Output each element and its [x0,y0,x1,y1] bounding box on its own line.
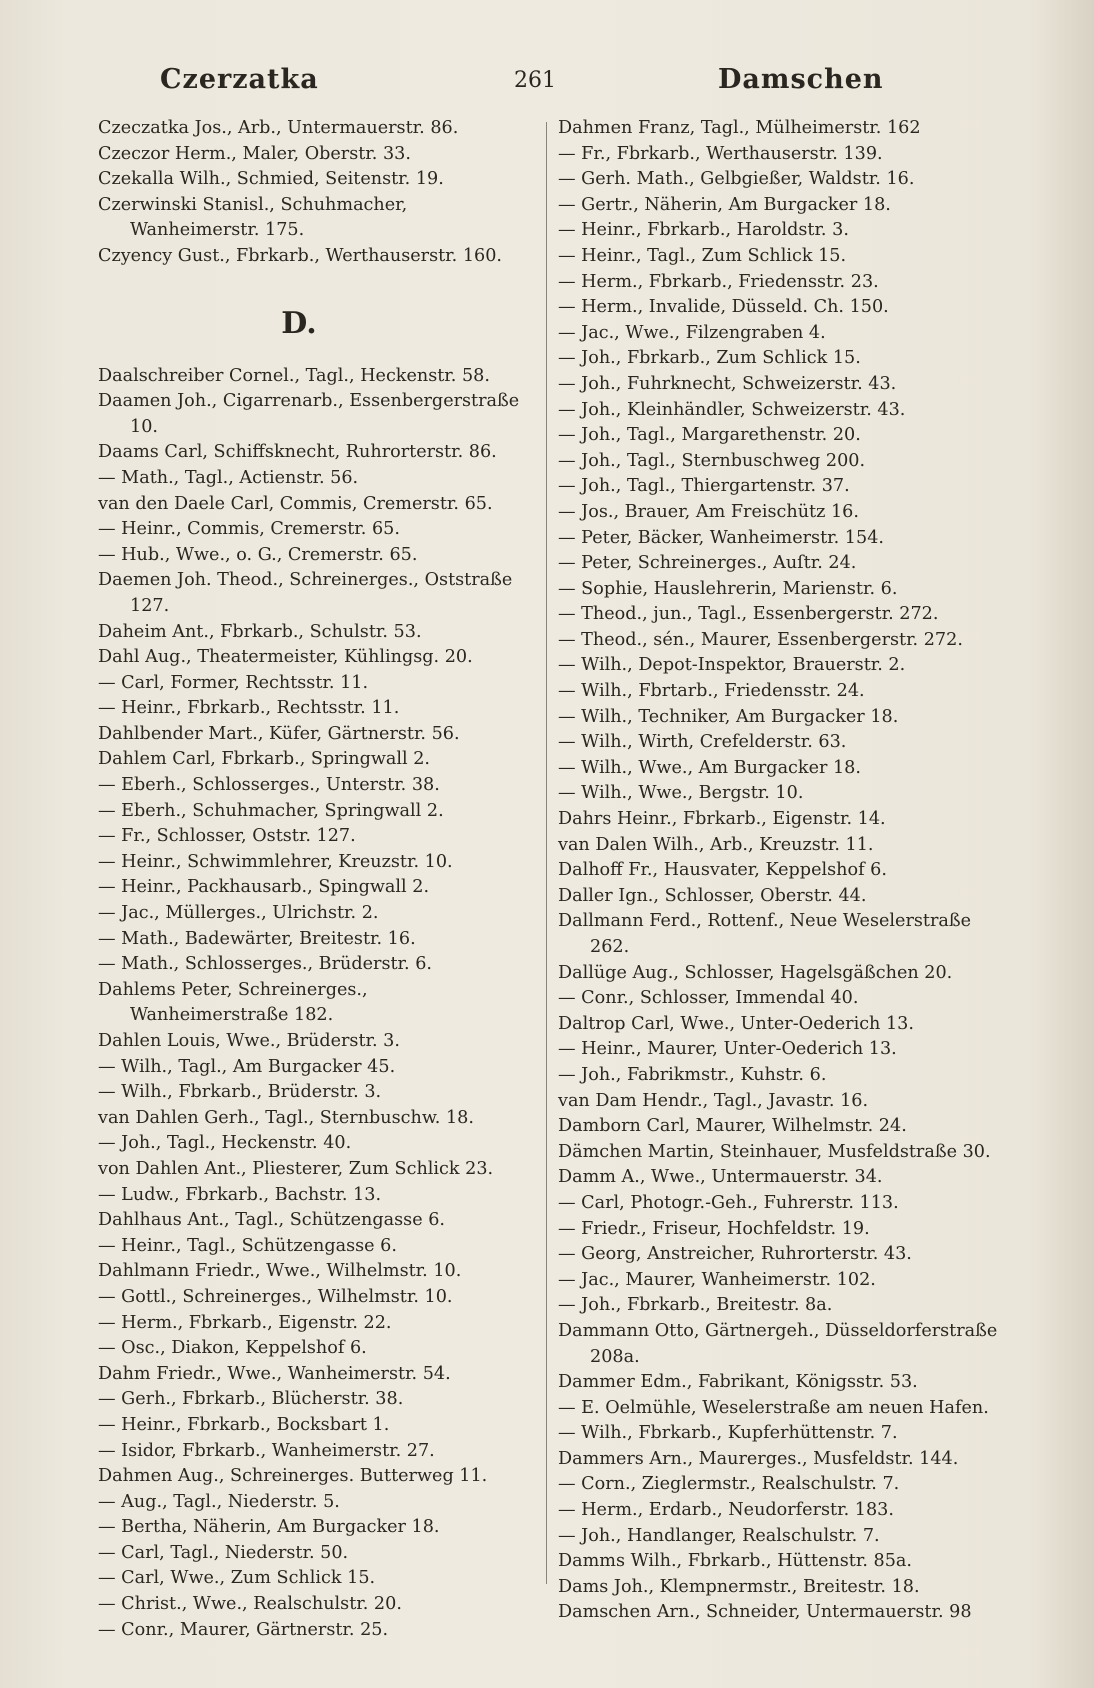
directory-entry: Czeczor Herm., Maler, Oberstr. 33. [98,143,411,164]
directory-entry: — Friedr., Friseur, Hochfeldstr. 19. [558,1218,870,1239]
directory-entry: van den Daele Carl, Commis, Cremerstr. 65. [98,493,493,514]
directory-entry: — Joh., Tagl., Margarethenstr. 20. [558,425,861,446]
directory-entry: — Heinr., Schwimmlehrer, Kreuzstr. 10. [98,851,453,872]
running-header [0,62,1094,102]
directory-entry: — Bertha, Näherin, Am Burgacker 18. [98,1517,440,1538]
directory-entry: — Heinr., Fbrkarb., Rechtsstr. 11. [98,698,400,719]
directory-entry: — Wilh., Wirth, Crefelderstr. 63. [558,732,847,753]
directory-entry: Daemen Joh. Theod., Schreinerges., Oststraße 127. [98,570,513,616]
directory-entry: — Jac., Müllerges., Ulrichstr. 2. [98,903,379,924]
directory-entry: — Herm., Fbrkarb., Friedensstr. 23. [558,271,879,292]
directory-entry: Czeczatka Jos., Arb., Untermauerstr. 86. [98,118,459,138]
directory-entry: — Theod., jun., Tagl., Essenbergerstr. 272. [558,604,939,625]
directory-entry: — Joh., Tagl., Sternbuschweg 200. [558,450,866,471]
header-right-word: Damschen [718,64,884,95]
directory-entry: — Wilh., Techniker, Am Burgacker 18. [558,706,899,727]
directory-entry: Czyency Gust., Fbrkarb., Werthauserstr. 160. [98,245,503,266]
directory-entry: Dahlems Peter, Schreinerges., Wanheimerstraße 182. [98,979,368,1026]
directory-entry: van Dam Hendr., Tagl., Javastr. 16. [558,1090,869,1111]
directory-entry: Dahm Friedr., Wwe., Wanheimerstr. 54. [98,1363,451,1384]
directory-entry: Dammers Arn., Maurerges., Musfeldstr. 144. [558,1448,959,1469]
directory-entry: — Carl, Wwe., Zum Schlick 15. [98,1568,376,1589]
directory-entry: — Joh., Tagl., Heckenstr. 40. [98,1133,352,1154]
directory-entry: — Herm., Fbrkarb., Eigenstr. 22. [98,1312,392,1333]
directory-entry: — Heinr., Packhausarb., Spingwall 2. [98,877,430,898]
directory-entry: — Isidor, Fbrkarb., Wanheimerstr. 27. [98,1440,435,1461]
directory-entry: — Herm., Erdarb., Neudorferstr. 183. [558,1500,894,1521]
directory-entry: Damborn Carl, Maurer, Wilhelmstr. 24. [558,1116,907,1137]
directory-entry: Daller Ign., Schlosser, Oberstr. 44. [558,885,867,906]
directory-entry: — Ludw., Fbrkarb., Bachstr. 13. [98,1184,382,1205]
directory-entry: Dahl Aug., Theatermeister, Kühlingsg. 20. [98,647,473,668]
directory-entry: Dalhoff Fr., Hausvater, Keppelshof 6. [558,860,887,881]
directory-entry: — Corn., Zieglermstr., Realschulstr. 7. [558,1474,900,1495]
directory-entry: Damms Wilh., Fbrkarb., Hüttenstr. 85a. [558,1551,912,1572]
directory-entry: — Math., Tagl., Actienstr. 56. [98,467,359,488]
directory-entry: — Sophie, Hauslehrerin, Marienstr. 6. [558,578,898,599]
directory-entry: Dahlhaus Ant., Tagl., Schützengasse 6. [98,1210,445,1231]
directory-entry: — Jac., Wwe., Filzengraben 4. [558,322,826,343]
page-number: 261 [514,68,556,93]
column-divider [546,122,547,1584]
directory-entry: — Eberh., Schlosserges., Unterstr. 38. [98,775,440,796]
directory-entry: — Heinr., Fbrkarb., Haroldstr. 3. [558,220,849,241]
directory-entry: — Math., Badewärter, Breitestr. 16. [98,928,416,949]
directory-entry: Dahlem Carl, Fbrkarb., Springwall 2. [98,749,431,770]
directory-entry: Damm A., Wwe., Untermauerstr. 34. [558,1167,883,1188]
directory-entry: — Joh., Fbrkarb., Zum Schlick 15. [558,348,861,369]
directory-entry: — Heinr., Tagl., Schützengasse 6. [98,1235,397,1256]
directory-entry: — Fr., Schlosser, Oststr. 127. [98,826,356,847]
directory-entry: — Christ., Wwe., Realschulstr. 20. [98,1594,402,1615]
directory-entry: — Gerh., Fbrkarb., Blücherstr. 38. [98,1389,404,1410]
directory-entry: — Wilh., Tagl., Am Burgacker 45. [98,1056,396,1077]
directory-entry: van Dalen Wilh., Arb., Kreuzstr. 11. [558,834,874,855]
directory-entry: — Heinr., Maurer, Unter-Oederich 13. [558,1039,897,1060]
directory-entry: — E. Oelmühle, Weselerstraße am neuen Hafen. [558,1397,989,1418]
directory-entry: — Wilh., Fbrkarb., Kupferhüttenstr. 7. [558,1423,898,1444]
directory-entry: — Wilh., Fbrtarb., Friedensstr. 24. [558,681,865,702]
directory-entry: Damschen Arn., Schneider, Untermauerstr. 98 [558,1602,972,1623]
header-left-word: Czerzatka [160,64,319,95]
directory-entry: Dallmann Ferd., Rottenf., Neue Weselerstraße 262. [558,911,972,957]
directory-entry: van Dahlen Gerh., Tagl., Sternbuschw. 18. [98,1107,474,1128]
directory-entry: Czerwinski Stanisl., Schuhmacher, Wanheimerstr. 175. [98,194,408,241]
directory-entry: Daltrop Carl, Wwe., Unter-Oederich 13. [558,1013,914,1034]
directory-entry: Daheim Ant., Fbrkarb., Schulstr. 53. [98,621,422,642]
directory-entry: — Herm., Invalide, Düsseld. Ch. 150. [558,297,889,318]
directory-entry: — Heinr., Tagl., Zum Schlick 15. [558,245,847,266]
directory-entry: — Joh., Fuhrknecht, Schweizerstr. 43. [558,373,897,394]
directory-entry: Dahmen Aug., Schreinerges. Butterweg 11. [98,1466,488,1487]
directory-entry: Dahrs Heinr., Fbrkarb., Eigenstr. 14. [558,809,886,830]
directory-entry: — Peter, Bäcker, Wanheimerstr. 154. [558,527,884,548]
directory-entry: — Gertr., Näherin, Am Burgacker 18. [558,194,891,215]
left-column-entries-after [98,364,530,1644]
directory-entry: — Wilh., Fbrkarb., Brüderstr. 3. [98,1082,382,1103]
left-column [98,116,530,1643]
directory-entry: — Joh., Kleinhändler, Schweizerstr. 43. [558,399,906,420]
directory-entry: — Math., Schlosserges., Brüderstr. 6. [98,954,432,975]
directory-entry: Dammer Edm., Fabrikant, Königsstr. 53. [558,1372,918,1393]
directory-entry: Daamen Joh., Cigarrenarb., Essenbergerstraße 10. [98,391,520,437]
directory-entry: Dahlen Louis, Wwe., Brüderstr. 3. [98,1031,400,1051]
directory-entry: Dämchen Martin, Steinhauer, Musfeldstraße 30. [558,1141,991,1162]
directory-entry: Dahmen Franz, Tagl., Mülheimerstr. 162 [558,118,921,138]
directory-entry: — Hub., Wwe., o. G., Cremerstr. 65. [98,544,418,565]
right-column-entries [558,116,1008,1626]
directory-entry: — Peter, Schreinerges., Auſtr. 24. [558,553,857,574]
directory-entry: — Joh., Tagl., Thiergartenstr. 37. [558,476,850,497]
directory-entry: — Conr., Maurer, Gärtnerstr. 25. [98,1619,389,1640]
directory-entry: — Theod., sén., Maurer, Essenbergerstr. 272. [558,629,963,650]
directory-entry: — Gerh. Math., Gelbgießer, Waldstr. 16. [558,169,915,190]
directory-entry: — Carl, Tagl., Niederstr. 50. [98,1542,349,1563]
directory-entry: — Conr., Schlosser, Immendal 40. [558,988,859,1009]
directory-entry: Dammann Otto, Gärtnergeh., Düsseldorferstraße 208a. [558,1320,998,1367]
directory-entry: — Wilh., Depot-Inspektor, Brauerstr. 2. [558,655,906,676]
directory-entry: — Eberh., Schuhmacher, Springwall 2. [98,800,444,821]
directory-entry: — Wilh., Wwe., Am Burgacker 18. [558,757,861,778]
directory-entry: — Joh., Fabrikmstr., Kuhstr. 6. [558,1064,827,1085]
directory-entry: Daalschreiber Cornel., Tagl., Heckenstr. 58. [98,365,490,386]
directory-entry: — Carl, Photogr.-Geh., Fuhrerstr. 113. [558,1192,899,1213]
directory-entry: Dallüge Aug., Schlosser, Hagelsgäßchen 20. [558,962,953,983]
directory-entry: Daams Carl, Schiffsknecht, Ruhrorterstr. 86. [98,442,497,463]
directory-entry: — Fr., Fbrkarb., Werthauserstr. 139. [558,143,883,164]
directory-entry: — Gottl., Schreinerges., Wilhelmstr. 10. [98,1286,453,1307]
directory-entry: — Joh., Handlanger, Realschulstr. 7. [558,1525,880,1546]
directory-entry: — Aug., Tagl., Niederstr. 5. [98,1491,340,1512]
directory-entry: — Jac., Maurer, Wanheimerstr. 102. [558,1269,876,1290]
directory-entry: — Heinr., Commis, Cremerstr. 65. [98,519,400,540]
directory-entry: Dams Joh., Klempnermstr., Breitestr. 18. [558,1576,920,1597]
directory-entry: — Carl, Former, Rechtsstr. 11. [98,672,369,693]
directory-entry: — Heinr., Fbrkarb., Bocksbart 1. [98,1414,390,1435]
directory-entry: Dahlmann Friedr., Wwe., Wilhelmstr. 10. [98,1261,462,1282]
directory-entry: Dahlbender Mart., Küfer, Gärtnerstr. 56. [98,723,460,744]
directory-entry: — Georg, Anstreicher, Ruhrorterstr. 43. [558,1244,912,1265]
right-column [558,116,1008,1626]
directory-entry: — Joh., Fbrkarb., Breitestr. 8a. [558,1295,833,1316]
left-column-entries-before [98,116,530,270]
directory-entry: — Jos., Brauer, Am Freischütz 16. [558,501,859,522]
section-letter: D. [281,305,317,341]
directory-entry: — Osc., Diakon, Keppelshof 6. [98,1338,367,1359]
directory-entry: von Dahlen Ant., Pliesterer, Zum Schlick 23. [98,1158,494,1179]
directory-entry: — Wilh., Wwe., Bergstr. 10. [558,783,804,804]
directory-entry: Czekalla Wilh., Schmied, Seitenstr. 19. [98,169,444,190]
